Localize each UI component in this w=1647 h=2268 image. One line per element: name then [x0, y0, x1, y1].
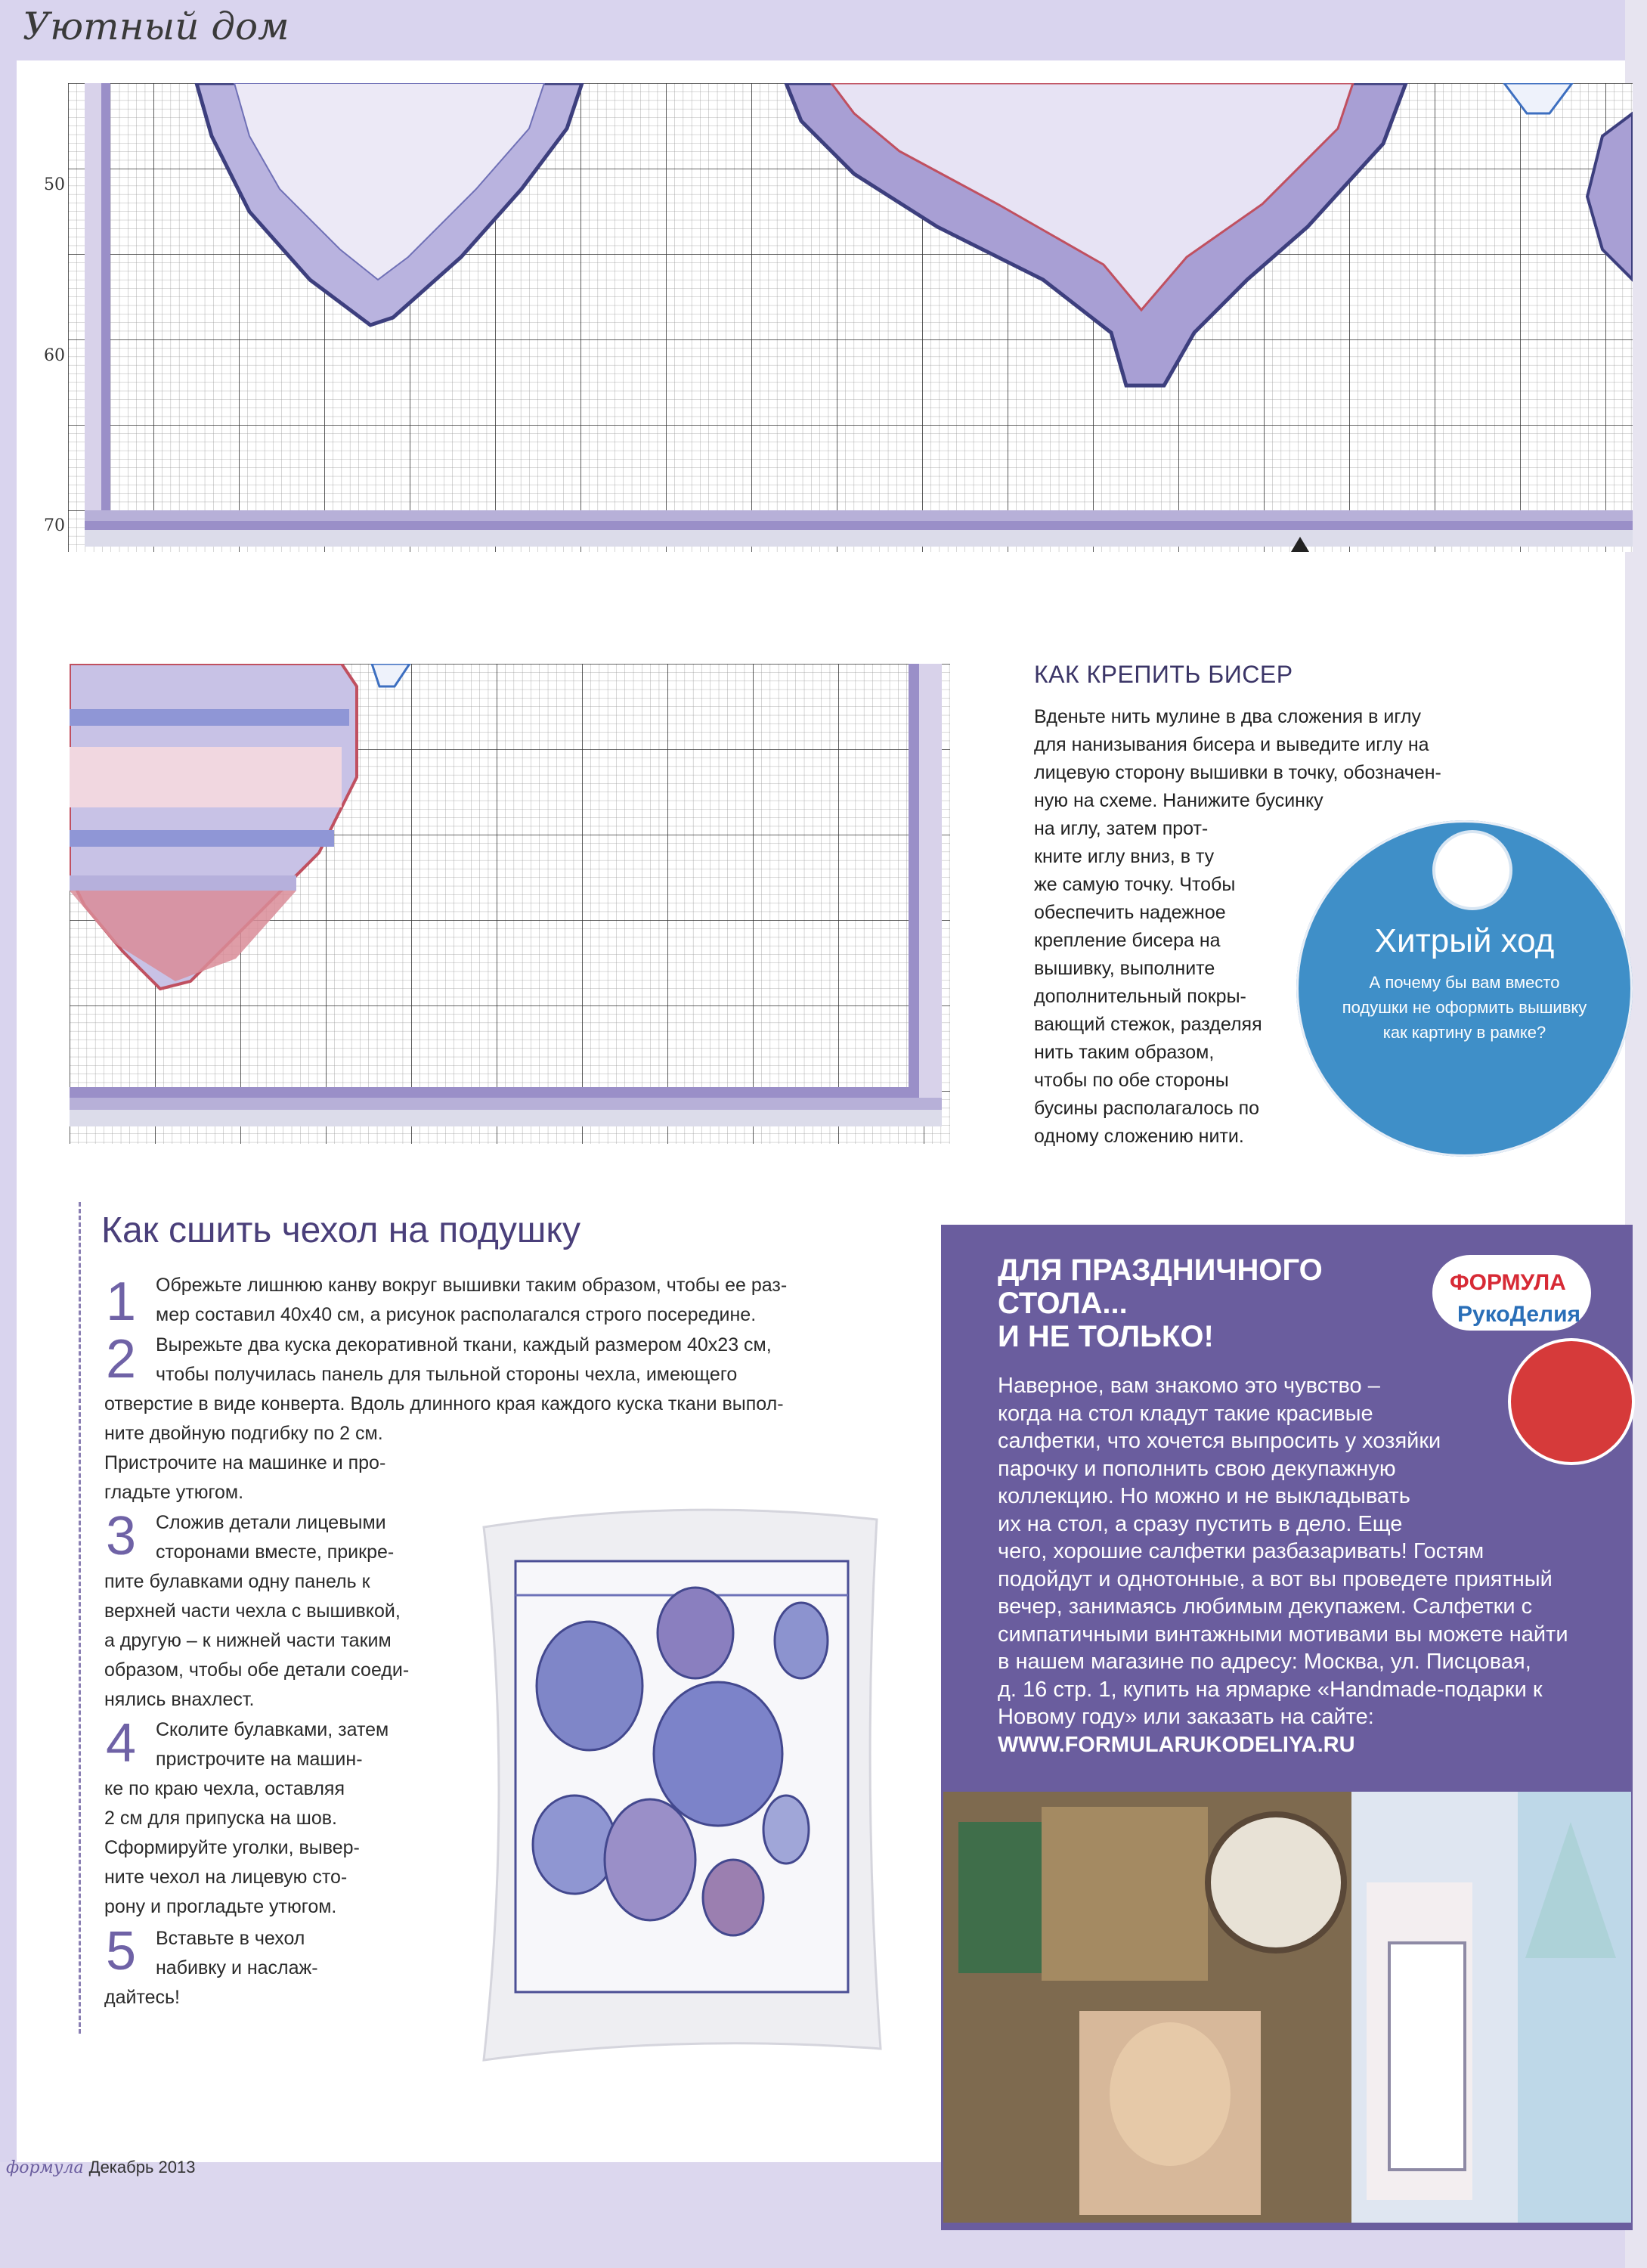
step-number-3: 3	[106, 1506, 137, 1566]
beads-title: КАК КРЕПИТЬ БИСЕР	[1034, 661, 1293, 688]
promo-line: вечер, занимаясь любимым декупажем. Салфетки с	[998, 1594, 1533, 1619]
beads-line: крепление бисера на	[1034, 930, 1221, 951]
step-1-line: Обрежьте лишнюю канву вокруг вышивки таким образом, чтобы ее раз-	[156, 1275, 788, 1296]
issue-date: Декабрь 2013	[88, 2158, 196, 2177]
promo-line: д. 16 стр. 1, купить на ярмарке «Handmade-подарки к	[998, 1677, 1543, 1702]
promo-title-line: СТОЛА...	[998, 1287, 1128, 1320]
beads-line: одному сложению нити.	[1034, 1126, 1244, 1147]
step-4-line: пристрочите на машин-	[156, 1749, 363, 1770]
step-5-line: Вставьте в чехол	[156, 1928, 305, 1949]
promo-title	[998, 1253, 1323, 1353]
napkins-photo	[943, 1792, 1631, 2223]
tag-hole-icon	[1432, 830, 1512, 910]
beads-line: бусины располагалось по	[1034, 1098, 1260, 1119]
step-4-line: ке по краю чехла, оставляя	[104, 1778, 345, 1799]
promo-title-line: ДЛЯ ПРАЗДНИЧНОГО	[998, 1253, 1323, 1287]
sewing-title: Как сшить чехол на подушку	[101, 1210, 580, 1250]
row-number-70: 70	[44, 516, 65, 535]
promo-line: в нашем магазине по адресу: Москва, ул. Писцовая,	[998, 1650, 1531, 1674]
cross-stitch-chart-bottom	[70, 664, 950, 1144]
tip-text	[1311, 970, 1618, 1045]
promo-line: салфетки, что хочется выпросить у хозяйки	[998, 1429, 1441, 1453]
beads-line: вающий стежок, разделяя	[1034, 1014, 1262, 1035]
step-5-line: дайтесь!	[104, 1987, 180, 2008]
step-2-line: Вырежьте два куска декоративной ткани, каждый размером 40x23 см,	[156, 1334, 772, 1356]
tip-line: А почему бы вам вместо	[1369, 973, 1560, 992]
page-footer	[6, 2158, 196, 2177]
promo-line: Наверное, вам знакомо это чувство –	[998, 1374, 1380, 1398]
brand-logo-bottom: РукоДелия	[1457, 1302, 1581, 1327]
pillow-photo	[469, 1504, 892, 2064]
promo-line: Новому году» или заказать на сайте:	[998, 1705, 1374, 1729]
step-number-1: 1	[106, 1272, 137, 1332]
beads-line: ную на схеме. Нанижите бусинку	[1034, 790, 1323, 811]
step-3-line: образом, чтобы обе детали соеди-	[104, 1659, 410, 1681]
brand-logo-top: ФОРМУЛА	[1450, 1270, 1566, 1295]
step-4-line: 2 см для припуска на шов.	[104, 1808, 337, 1829]
step-2-line: отверстие в виде конверта. Вдоль длинного края каждого куска ткани выпол-	[104, 1393, 784, 1414]
step-4-line: ните чехол на лицевую сто-	[104, 1867, 348, 1888]
magazine-logo: формула	[6, 2158, 89, 2177]
step-2-line: чтобы получилась панель для тыльной стороны чехла, имеющего	[156, 1364, 738, 1385]
step-3-line: пите булавками одну панель к	[104, 1571, 370, 1592]
promo-url[interactable]: WWW.FORMULARUKODELIYA.RU	[998, 1732, 1355, 1757]
promo-line: коллекцию. Но можно и не выкладывать	[998, 1484, 1410, 1508]
step-2-line: ните двойную подгибку по 2 см.	[104, 1423, 383, 1444]
promo-text	[998, 1372, 1568, 1758]
beads-line: на иглу, затем прот-	[1034, 818, 1209, 839]
step-number-5: 5	[106, 1921, 137, 1981]
tip-line: как картину в рамке?	[1382, 1023, 1546, 1042]
step-3-line: Сложив детали лицевыми	[156, 1512, 386, 1533]
step-4-line: рону и прогладьте утюгом.	[104, 1896, 337, 1917]
step-2-line: Пристрочите на машинке и про-	[104, 1452, 386, 1473]
beads-line: чтобы по обе стороны	[1034, 1070, 1229, 1091]
left-frame	[0, 0, 17, 2268]
step-number-4: 4	[106, 1713, 137, 1774]
step-1-line: мер составил 40x40 см, а рисунок располагался строго посередине.	[156, 1304, 757, 1325]
promo-line: их на стол, а сразу пустить в дело. Еще	[998, 1511, 1403, 1536]
promo-title-line: И НЕ ТОЛЬКО!	[998, 1320, 1214, 1353]
beads-line: кните иглу вниз, в ту	[1034, 846, 1215, 867]
beads-line: дополнительный покры-	[1034, 986, 1246, 1007]
step-3-line: сторонами вместе, прикре-	[156, 1541, 395, 1563]
promo-line: симпатичными винтажными мотивами вы можете найти	[998, 1622, 1568, 1647]
cross-stitch-chart-top	[68, 83, 1633, 552]
step-3-line: нялись внахлест.	[104, 1689, 255, 1710]
beads-line: обеспечить надежное	[1034, 902, 1226, 923]
step-3-line: а другую – к нижней части таким	[104, 1630, 392, 1651]
step-4-line: Сколите булавками, затем	[156, 1719, 389, 1740]
promo-line: парочку и пополнить свою декупажную	[998, 1456, 1396, 1481]
tip-title: Хитрый ход	[1374, 922, 1555, 959]
promo-line: чего, хорошие салфетки разбазаривать! Гостям	[998, 1539, 1484, 1563]
step-4-line: Сформируйте уголки, вывер-	[104, 1837, 360, 1858]
step-3-line: верхней части чехла с вышивкой,	[104, 1600, 401, 1622]
step-2-line: гладьте утюгом.	[104, 1482, 244, 1503]
beads-line: вышивку, выполните	[1034, 958, 1215, 979]
step-5-line: набивку и наслаж-	[156, 1957, 318, 1978]
beads-line: же самую точку. Чтобы	[1034, 874, 1236, 895]
beads-line: Вденьте нить мулине в два сложения в иглу	[1034, 706, 1421, 727]
promo-line: подойдут и однотонные, а вот вы проведете приятный	[998, 1566, 1553, 1591]
step-number-2: 2	[106, 1329, 137, 1390]
tip-line: подушки не оформить вышивку	[1342, 998, 1587, 1017]
beads-line: нить таким образом,	[1034, 1042, 1215, 1063]
beads-line: для нанизывания бисера и выведите иглу на	[1034, 734, 1429, 755]
section-title: Уютный дом	[23, 5, 289, 48]
promo-line: когда на стол кладут такие красивые	[998, 1401, 1373, 1426]
dashed-divider	[79, 1202, 82, 2034]
row-number-60: 60	[44, 346, 65, 365]
beads-line: лицевую сторону вышивки в точку, обозначен-	[1034, 762, 1441, 783]
row-number-50: 50	[44, 175, 65, 194]
